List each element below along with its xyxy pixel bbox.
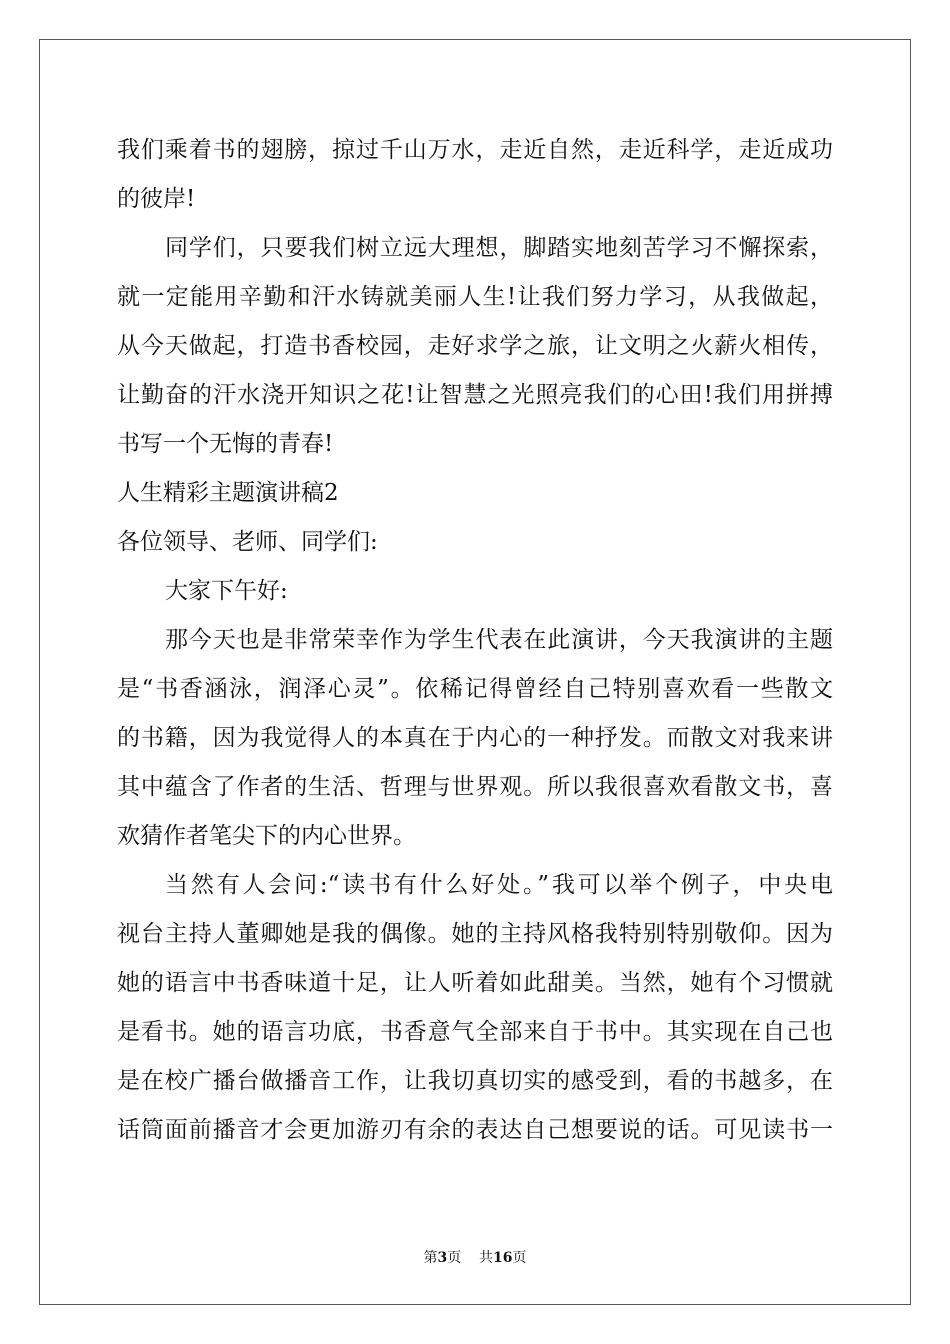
text-line: 就一定能用辛勤和汗水铸就美丽人生!让我们努力学习，从我做起， [117,284,833,310]
text-line: 的彼岸! [117,186,196,212]
text-line: 那今天也是非常荣幸作为学生代表在此演讲，今天我演讲的主题 [165,627,833,653]
text-line: 各位领导、老师、同学们: [117,529,378,555]
text-line: 人生精彩主题演讲稿2 [117,480,339,506]
text-line: 是“书香涵泳，润泽心灵”。依稀记得曾经自己特别喜欢看一些散文 [117,676,833,702]
text-line: 我们乘着书的翅膀，掠过千山万水，走近自然，走近科学，走近成功 [117,137,833,163]
footer-page-number: 3 [437,1250,448,1266]
text-line: 是看书。她的语言功底，书香意气全部来自于书中。其实现在自己也 [117,1019,833,1045]
text-line: 大家下午好: [165,578,288,604]
text-line: 的书籍，因为我觉得人的本真在于内心的一种抒发。而散文对我来讲 [117,725,833,751]
text-line: 其中蕴含了作者的生活、哲理与世界观。所以我很喜欢看散文书，喜 [117,774,833,800]
text-line: 视台主持人董卿她是我的偶像。她的主持风格我特别特别敬仰。因为 [117,921,833,947]
footer-page-suffix: 页 [447,1250,462,1266]
text-line: 从今天做起，打造书香校园，走好求学之旅，让文明之火薪火相传， [117,333,833,359]
text-line: 话筒面前播音才会更加游刃有余的表达自己想要说的话。可见读书一 [117,1117,833,1143]
document-body [117,126,833,1155]
text-line: 当然有人会问:“读书有什么好处。”我可以举个例子，中央电 [165,872,833,898]
text-line: 是在校广播台做播音工作，让我切真切实的感受到，看的书越多，在 [117,1068,833,1094]
text-line: 书写一个无悔的青春! [117,431,334,457]
text-line: 她的语言中书香味道十足，让人听着如此甜美。当然，她有个习惯就 [117,970,833,996]
footer-page-prefix: 第 [423,1250,438,1266]
text-line: 同学们，只要我们树立远大理想，脚踏实地刻苦学习不懈探索， [165,235,833,261]
footer-total-number: 16 [493,1250,513,1266]
footer-total-prefix: 共 [479,1250,494,1266]
footer-total-suffix: 页 [512,1250,527,1266]
text-line: 欢猜作者笔尖下的内心世界。 [117,823,416,849]
text-line: 让勤奋的汗水浇开知识之花!让智慧之光照亮我们的心田!我们用拼搏 [117,382,833,408]
page-footer [0,1247,950,1267]
